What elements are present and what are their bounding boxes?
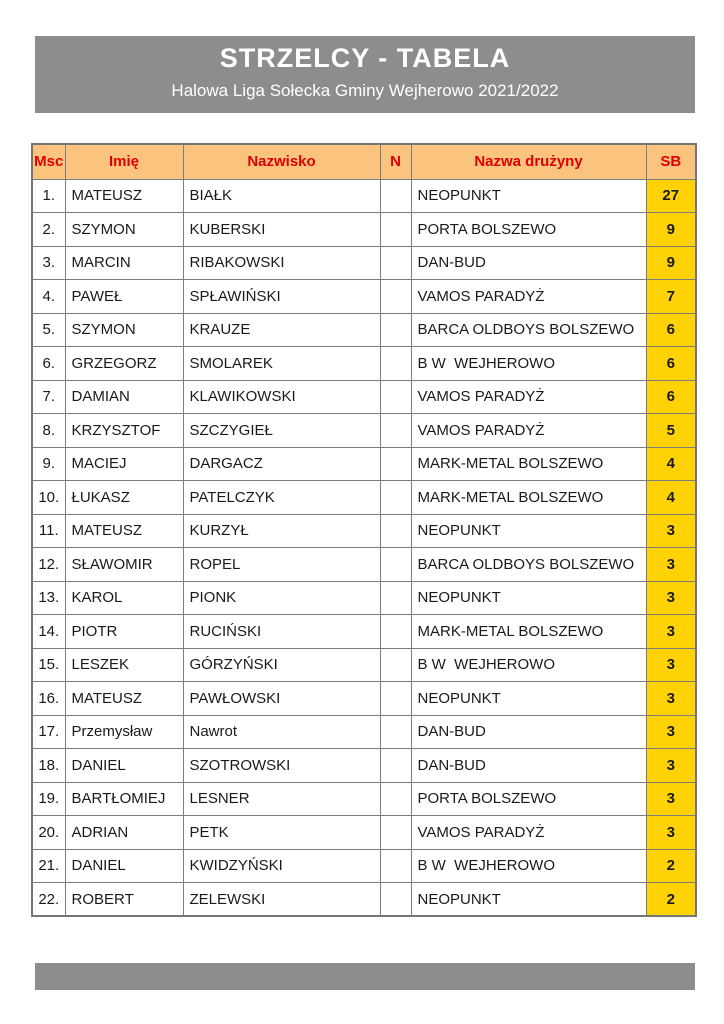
cell-nazwisko: KURZYŁ bbox=[183, 514, 380, 548]
page-title: STRZELCY - TABELA bbox=[219, 43, 511, 73]
table-row bbox=[32, 179, 696, 213]
cell-n bbox=[380, 715, 411, 749]
cell-sb: 6 bbox=[646, 313, 696, 347]
cell-nazwisko: SZCZYGIEŁ bbox=[183, 414, 380, 448]
table-row bbox=[32, 280, 696, 314]
cell-msc: 17. bbox=[32, 715, 65, 749]
cell-msc: 20. bbox=[32, 816, 65, 850]
cell-n bbox=[380, 380, 411, 414]
cell-imie: PIOTR bbox=[65, 615, 183, 649]
cell-msc: 9. bbox=[32, 447, 65, 481]
cell-nazwisko: RUCIŃSKI bbox=[183, 615, 380, 649]
cell-sb: 2 bbox=[646, 883, 696, 917]
cell-n bbox=[380, 782, 411, 816]
table-row bbox=[32, 380, 696, 414]
cell-sb: 3 bbox=[646, 615, 696, 649]
cell-nazwisko: RIBAKOWSKI bbox=[183, 246, 380, 280]
cell-n bbox=[380, 615, 411, 649]
table-row bbox=[32, 447, 696, 481]
cell-nazwisko: Nawrot bbox=[183, 715, 380, 749]
table-row bbox=[32, 749, 696, 783]
cell-sb: 4 bbox=[646, 447, 696, 481]
cell-sb: 3 bbox=[646, 749, 696, 783]
table-row bbox=[32, 615, 696, 649]
cell-msc: 10. bbox=[32, 481, 65, 515]
cell-n bbox=[380, 816, 411, 850]
page-subtitle: Halowa Liga Sołecka Gminy Wejherowo 2021/2022 bbox=[171, 81, 559, 100]
cell-msc: 14. bbox=[32, 615, 65, 649]
cell-imie: PAWEŁ bbox=[65, 280, 183, 314]
cell-imie: DANIEL bbox=[65, 749, 183, 783]
column-header-n: N bbox=[380, 144, 411, 179]
cell-druzyna: MARK-METAL BOLSZEWO bbox=[411, 447, 646, 481]
cell-msc: 16. bbox=[32, 682, 65, 716]
cell-imie: KRZYSZTOF bbox=[65, 414, 183, 448]
cell-imie: MARCIN bbox=[65, 246, 183, 280]
cell-druzyna: NEOPUNKT bbox=[411, 883, 646, 917]
cell-druzyna: DAN-BUD bbox=[411, 715, 646, 749]
cell-druzyna: BARCA OLDBOYS BOLSZEWO bbox=[411, 313, 646, 347]
cell-sb: 4 bbox=[646, 481, 696, 515]
cell-sb: 3 bbox=[646, 514, 696, 548]
cell-n bbox=[380, 313, 411, 347]
cell-n bbox=[380, 548, 411, 582]
cell-imie: LESZEK bbox=[65, 648, 183, 682]
cell-druzyna: NEOPUNKT bbox=[411, 682, 646, 716]
table-row bbox=[32, 648, 696, 682]
cell-imie: KAROL bbox=[65, 581, 183, 615]
table-row bbox=[32, 581, 696, 615]
cell-sb: 27 bbox=[646, 179, 696, 213]
cell-msc: 18. bbox=[32, 749, 65, 783]
cell-sb: 3 bbox=[646, 782, 696, 816]
title-banner bbox=[35, 36, 695, 113]
cell-sb: 2 bbox=[646, 849, 696, 883]
cell-n bbox=[380, 347, 411, 381]
cell-msc: 13. bbox=[32, 581, 65, 615]
table-row bbox=[32, 313, 696, 347]
cell-imie: BARTŁOMIEJ bbox=[65, 782, 183, 816]
cell-druzyna: DAN-BUD bbox=[411, 246, 646, 280]
cell-druzyna: B W WEJHEROWO bbox=[411, 347, 646, 381]
table-row bbox=[32, 246, 696, 280]
cell-sb: 3 bbox=[646, 648, 696, 682]
cell-n bbox=[380, 648, 411, 682]
cell-sb: 6 bbox=[646, 347, 696, 381]
cell-druzyna: NEOPUNKT bbox=[411, 514, 646, 548]
cell-druzyna: PORTA BOLSZEWO bbox=[411, 213, 646, 247]
cell-msc: 21. bbox=[32, 849, 65, 883]
cell-nazwisko: KWIDZYŃSKI bbox=[183, 849, 380, 883]
column-header-imie: Imię bbox=[65, 144, 183, 179]
cell-n bbox=[380, 414, 411, 448]
cell-nazwisko: BIAŁK bbox=[183, 179, 380, 213]
table-row bbox=[32, 883, 696, 917]
table-header bbox=[32, 144, 696, 179]
cell-n bbox=[380, 481, 411, 515]
cell-nazwisko: ZELEWSKI bbox=[183, 883, 380, 917]
table-row bbox=[32, 682, 696, 716]
cell-druzyna: VAMOS PARADYŻ bbox=[411, 380, 646, 414]
cell-druzyna: BARCA OLDBOYS BOLSZEWO bbox=[411, 548, 646, 582]
cell-imie: MATEUSZ bbox=[65, 682, 183, 716]
cell-druzyna: B W WEJHEROWO bbox=[411, 648, 646, 682]
cell-msc: 6. bbox=[32, 347, 65, 381]
table-row bbox=[32, 514, 696, 548]
table-body bbox=[32, 179, 696, 916]
cell-druzyna: MARK-METAL BOLSZEWO bbox=[411, 481, 646, 515]
cell-msc: 12. bbox=[32, 548, 65, 582]
cell-msc: 2. bbox=[32, 213, 65, 247]
table-row bbox=[32, 414, 696, 448]
column-header-sb: SB bbox=[646, 144, 696, 179]
cell-imie: DANIEL bbox=[65, 849, 183, 883]
table-row bbox=[32, 347, 696, 381]
table-row bbox=[32, 849, 696, 883]
cell-sb: 3 bbox=[646, 816, 696, 850]
cell-sb: 3 bbox=[646, 715, 696, 749]
cell-nazwisko: ROPEL bbox=[183, 548, 380, 582]
cell-msc: 4. bbox=[32, 280, 65, 314]
cell-imie: GRZEGORZ bbox=[65, 347, 183, 381]
cell-n bbox=[380, 581, 411, 615]
cell-druzyna: PORTA BOLSZEWO bbox=[411, 782, 646, 816]
table-row bbox=[32, 481, 696, 515]
cell-nazwisko: KUBERSKI bbox=[183, 213, 380, 247]
cell-n bbox=[380, 179, 411, 213]
table-row bbox=[32, 548, 696, 582]
cell-imie: SZYMON bbox=[65, 213, 183, 247]
cell-nazwisko: KRAUZE bbox=[183, 313, 380, 347]
footer-bar bbox=[35, 963, 695, 990]
cell-druzyna: VAMOS PARADYŻ bbox=[411, 414, 646, 448]
cell-sb: 9 bbox=[646, 213, 696, 247]
cell-nazwisko: SZOTROWSKI bbox=[183, 749, 380, 783]
cell-druzyna: NEOPUNKT bbox=[411, 179, 646, 213]
table-row bbox=[32, 782, 696, 816]
cell-druzyna: VAMOS PARADYŻ bbox=[411, 280, 646, 314]
cell-nazwisko: KLAWIKOWSKI bbox=[183, 380, 380, 414]
cell-n bbox=[380, 883, 411, 917]
cell-druzyna: MARK-METAL BOLSZEWO bbox=[411, 615, 646, 649]
column-header-msc: Msc bbox=[32, 144, 65, 179]
cell-nazwisko: LESNER bbox=[183, 782, 380, 816]
cell-sb: 3 bbox=[646, 682, 696, 716]
cell-imie: ADRIAN bbox=[65, 816, 183, 850]
cell-n bbox=[380, 514, 411, 548]
cell-msc: 3. bbox=[32, 246, 65, 280]
cell-druzyna: VAMOS PARADYŻ bbox=[411, 816, 646, 850]
cell-imie: MACIEJ bbox=[65, 447, 183, 481]
cell-imie: ŁUKASZ bbox=[65, 481, 183, 515]
cell-msc: 1. bbox=[32, 179, 65, 213]
table-row bbox=[32, 816, 696, 850]
table-row bbox=[32, 213, 696, 247]
cell-nazwisko: PATELCZYK bbox=[183, 481, 380, 515]
cell-druzyna: DAN-BUD bbox=[411, 749, 646, 783]
cell-imie: SŁAWOMIR bbox=[65, 548, 183, 582]
cell-n bbox=[380, 213, 411, 247]
cell-imie: MATEUSZ bbox=[65, 179, 183, 213]
cell-sb: 3 bbox=[646, 548, 696, 582]
cell-nazwisko: DARGACZ bbox=[183, 447, 380, 481]
cell-n bbox=[380, 246, 411, 280]
cell-druzyna: B W WEJHEROWO bbox=[411, 849, 646, 883]
cell-msc: 11. bbox=[32, 514, 65, 548]
cell-imie: Przemysław bbox=[65, 715, 183, 749]
header-row bbox=[32, 144, 696, 179]
cell-msc: 19. bbox=[32, 782, 65, 816]
cell-sb: 6 bbox=[646, 380, 696, 414]
cell-nazwisko: PETK bbox=[183, 816, 380, 850]
cell-imie: SZYMON bbox=[65, 313, 183, 347]
cell-msc: 15. bbox=[32, 648, 65, 682]
column-header-nazwisko: Nazwisko bbox=[183, 144, 380, 179]
cell-nazwisko: SMOLAREK bbox=[183, 347, 380, 381]
cell-n bbox=[380, 447, 411, 481]
cell-msc: 22. bbox=[32, 883, 65, 917]
cell-n bbox=[380, 280, 411, 314]
cell-n bbox=[380, 682, 411, 716]
cell-nazwisko: SPŁAWIŃSKI bbox=[183, 280, 380, 314]
column-header-druzyna: Nazwa drużyny bbox=[411, 144, 646, 179]
scorers-table bbox=[31, 143, 697, 917]
cell-msc: 5. bbox=[32, 313, 65, 347]
cell-nazwisko: GÓRZYŃSKI bbox=[183, 648, 380, 682]
cell-druzyna: NEOPUNKT bbox=[411, 581, 646, 615]
cell-imie: DAMIAN bbox=[65, 380, 183, 414]
cell-msc: 8. bbox=[32, 414, 65, 448]
cell-imie: MATEUSZ bbox=[65, 514, 183, 548]
cell-n bbox=[380, 849, 411, 883]
cell-nazwisko: PIONK bbox=[183, 581, 380, 615]
cell-sb: 7 bbox=[646, 280, 696, 314]
cell-sb: 9 bbox=[646, 246, 696, 280]
cell-nazwisko: PAWŁOWSKI bbox=[183, 682, 380, 716]
cell-sb: 5 bbox=[646, 414, 696, 448]
cell-sb: 3 bbox=[646, 581, 696, 615]
cell-imie: ROBERT bbox=[65, 883, 183, 917]
cell-n bbox=[380, 749, 411, 783]
table-row bbox=[32, 715, 696, 749]
cell-msc: 7. bbox=[32, 380, 65, 414]
